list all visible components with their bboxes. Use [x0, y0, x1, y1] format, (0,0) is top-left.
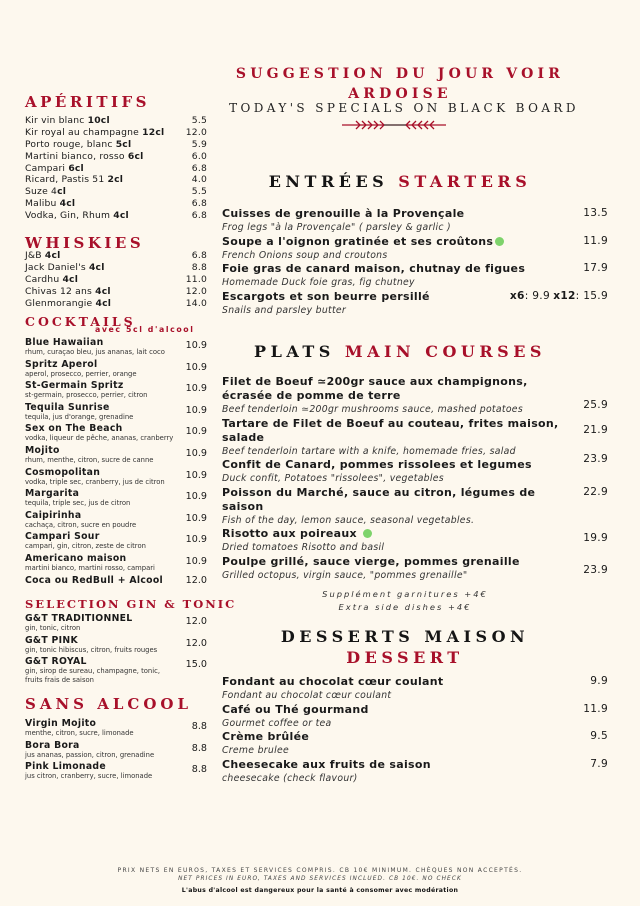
gin-tonic-heading: SELECTION GIN & TONIC: [25, 597, 237, 611]
list-item: [25, 656, 207, 687]
item-price: 9.9: [590, 675, 608, 687]
item-name: Cosmopolitan: [25, 466, 101, 478]
item-name: Tartare de Filet de Boeuf au couteau, frites maison, salade: [222, 416, 559, 444]
desserts-title-fr: DESSERTS MAISON: [280, 627, 530, 646]
item-name-row: [222, 458, 610, 472]
list-item: [25, 423, 207, 445]
vegetarian-icon: [363, 529, 372, 538]
item-price: 9.5: [590, 730, 608, 742]
item-desc: Frog legs "à la Provençale" ( parsley & garlic ): [222, 222, 451, 233]
list-item: [25, 510, 207, 532]
item-name: Escargots et son beurre persillé: [222, 289, 430, 303]
item-desc: gin, sirop de sureau, champagne, tonic,: [25, 667, 161, 676]
item-volume: 12cl: [142, 126, 165, 138]
item-desc: rhum, curaçao bleu, jus ananas, lait coco: [25, 348, 165, 356]
item-price: 7.9: [590, 757, 608, 770]
item-desc: Gourmet coffee or tea: [222, 717, 332, 729]
supplement-fr: Supplément garnitures +4€: [322, 589, 488, 599]
item-name: Pink Limonade: [25, 761, 106, 773]
item-price: 6.0: [191, 150, 207, 162]
menu-item: [222, 703, 610, 731]
item-name: G&T PINK: [25, 634, 78, 646]
item-name-row: [222, 730, 610, 744]
menu-item: [222, 527, 610, 555]
item-price: 12.0: [185, 285, 207, 297]
whiskies-heading: WHISKIES: [25, 234, 145, 252]
item-price: 5.5: [191, 186, 207, 198]
list-item: [25, 531, 207, 553]
item-price: 11.9: [583, 234, 608, 247]
sans-alcool-list: [25, 718, 207, 783]
menu-item: [222, 675, 610, 703]
gin-tonic-list: [25, 613, 207, 687]
item-volume: 4cl: [113, 210, 129, 222]
starter-item: [222, 207, 610, 235]
cocktails-heading: COCKTAILS: [25, 314, 136, 329]
item-price: 14.0: [185, 297, 207, 309]
item-desc: Snails and parsley butter: [222, 304, 347, 316]
item-name: [25, 262, 105, 274]
item-name: [25, 127, 164, 139]
desserts-heading: [222, 626, 588, 668]
item-desc: gin, tonic, citron: [25, 624, 81, 632]
item-price: 19.9: [583, 532, 608, 544]
item-desc: Dried tomatoes Risotto and basil: [222, 542, 385, 553]
item-label: Glenmorangie: [25, 297, 96, 309]
footer-prices-fr: PRIX NETS EN EUROS, TAXES ET SERVICES COMPRIS. CB 10€ MINIMUM. CHÈQUES NON ACCEPTÉS.: [117, 867, 523, 874]
supplement-en: Extra side dishes +4€: [338, 601, 472, 612]
list-item: [25, 402, 207, 424]
list-item: [25, 250, 207, 262]
item-desc: vodka, liqueur de pêche, ananas, cranberry: [25, 434, 174, 443]
item-price: 21.9: [583, 423, 608, 436]
item-desc: menthe, citron, sucre, limonade: [25, 729, 134, 737]
item-desc: cheesecake (check flavour): [222, 772, 358, 784]
qty-price: : 15.9: [575, 289, 608, 302]
item-desc: jus ananas, passion, citron, grenadine: [25, 750, 155, 759]
menu-item: [222, 758, 610, 786]
item-price: 10.9: [185, 383, 207, 395]
specials-subtitle: TODAY'S SPECIALS ON BLACK BOARD: [229, 101, 579, 115]
list-item: [25, 467, 207, 489]
item-name: Foie gras de canard maison, chutnay de figues: [222, 262, 526, 275]
list-item: [25, 286, 207, 298]
item-label: Vodka, Gin, Rhum: [25, 210, 114, 222]
item-price: 12.0: [185, 126, 207, 138]
item-desc: tequila, triple sec, jus de citron: [25, 499, 131, 508]
list-item: [25, 151, 207, 163]
item-price: 22.9: [583, 485, 608, 498]
item-desc: Fish of the day, lemon sauce, seasonal vegetables.: [222, 514, 475, 526]
item-name: Mojito: [25, 444, 60, 456]
list-item: [25, 163, 207, 175]
item-volume: 5cl: [115, 138, 132, 150]
item-name: Sex on The Beach: [25, 423, 123, 435]
item-name: Blue Hawaiian: [25, 337, 104, 348]
item-price: 10.9: [185, 512, 207, 524]
list-item: [25, 262, 207, 274]
list-item: [25, 115, 207, 127]
list-item: [25, 761, 207, 783]
item-volume: 6cl: [127, 150, 144, 162]
item-name: [25, 210, 129, 222]
list-item: [25, 198, 207, 210]
item-name: Poisson du Marché, sauce au citron, légumes de saison: [222, 485, 536, 513]
mains-title-en: MAIN COURSES: [344, 342, 546, 361]
item-desc: Beef tenderloin ≃200gr mushrooms sauce, mashed potatoes: [222, 404, 523, 415]
item-desc: martini bianco, martini rosso, campari: [25, 563, 155, 572]
item-name: Virgin Mojito: [25, 718, 97, 729]
sans-alcool-heading: SANS ALCOOL: [25, 695, 193, 713]
qty-label: x6: [509, 289, 525, 302]
item-desc: French Onions soup and croutons: [222, 249, 388, 261]
starters-list: [222, 207, 610, 317]
starter-item: [222, 262, 610, 290]
item-price: 17.9: [583, 262, 608, 274]
item-name: Tequila Sunrise: [25, 401, 110, 413]
mains-title-fr: PLATS: [254, 342, 335, 361]
list-item: [25, 575, 207, 597]
item-name: [25, 186, 66, 198]
list-item: [25, 210, 207, 222]
item-label: Jack Daniel's: [25, 261, 89, 273]
item-name: [25, 274, 78, 286]
item-name: [25, 174, 123, 186]
item-label: Martini bianco, rosso: [25, 150, 128, 162]
list-item: [25, 488, 207, 510]
menu-item: [222, 555, 610, 583]
list-item: [25, 186, 207, 198]
item-price: 6.8: [191, 162, 207, 174]
list-item: [25, 298, 207, 310]
item-price: 10.9: [185, 361, 207, 373]
menu-item: [222, 417, 610, 459]
item-price: 12.0: [185, 616, 207, 627]
item-desc: campari, gin, citron, zeste de citron: [25, 542, 146, 551]
item-price: 10.9: [185, 404, 207, 416]
item-price: 8.8: [191, 721, 207, 732]
item-desc: rhum, menthe, citron, sucre de canne: [25, 455, 154, 464]
menu-item: [222, 730, 610, 758]
item-name: Cuisses de grenouille à la Provençale: [222, 207, 465, 220]
list-item: [25, 553, 207, 575]
item-volume: 4cl: [44, 250, 61, 261]
cocktails-list: [25, 337, 207, 596]
item-desc: Fondant au chocolat cœur coulant: [222, 690, 392, 701]
item-volume: 4cl: [62, 273, 79, 285]
aperitifs-heading: APÉRITIFS: [25, 93, 150, 111]
item-name: Bora Bora: [25, 739, 80, 751]
starter-item: [222, 235, 610, 263]
item-desc: gin, tonic hibiscus, citron, fruits rouges: [25, 645, 158, 654]
item-label: Kir royal au champagne: [25, 126, 143, 138]
item-name: [25, 298, 111, 310]
list-item: [25, 718, 207, 740]
item-name-row: [222, 375, 610, 403]
item-price: 6.8: [191, 250, 207, 261]
item-price: 10.9: [185, 491, 207, 503]
item-price: 10.9: [185, 447, 207, 459]
item-volume: 6cl: [68, 162, 84, 174]
item-name: Risotto aux poireaux: [222, 527, 361, 540]
item-name: [25, 139, 131, 151]
list-item: [25, 127, 207, 139]
item-price: 12.0: [185, 637, 207, 649]
item-name-row: [222, 486, 610, 514]
item-name: Coca ou RedBull + Alcool: [25, 574, 163, 586]
item-volume: 4cl: [88, 261, 105, 273]
list-item: [25, 139, 207, 151]
item-desc: cachaça, citron, sucre en poudre: [25, 520, 137, 529]
item-name-row: [222, 675, 610, 689]
item-price: 10.9: [185, 469, 207, 481]
item-volume: 4cl: [95, 285, 111, 297]
menu-item: [222, 453, 610, 486]
starters-heading: [222, 172, 578, 191]
cocktails-subtitle: avec 5cl d'alcool: [95, 325, 195, 334]
item-name: Caipirinha: [25, 509, 82, 521]
item-price: 8.8: [191, 742, 207, 754]
item-price: 15.0: [185, 659, 207, 671]
list-item: [25, 174, 207, 186]
item-desc-2: fruits frais de saison: [25, 676, 94, 685]
desserts-list: [222, 675, 610, 785]
list-item: [25, 613, 207, 635]
item-price: 11.9: [583, 702, 608, 715]
item-desc: st-germain, prosecco, perrier, citron: [25, 391, 148, 400]
item-label: Suze 4: [25, 186, 58, 198]
item-name: Confit de Canard, pommes rissolees et legumes: [222, 458, 532, 471]
specials-title: [222, 64, 578, 104]
item-price: 11.0: [185, 273, 207, 285]
item-price: 23.9: [583, 563, 608, 576]
list-item: [25, 359, 207, 381]
footer-alcohol-warning: L'abus d'alcool est dangereux pour la santé à consomer avec modération: [181, 887, 459, 894]
item-desc: aperol, prosecco, perrier, orange: [25, 369, 137, 378]
item-name: Spritz Aperol: [25, 358, 98, 370]
specials-line1: SUGGESTION DU JOUR VOIR: [235, 66, 565, 82]
item-price: 10.9: [185, 555, 207, 567]
item-desc: Grilled octopus, virgin sauce, "pommes grenaille": [222, 569, 468, 581]
item-desc: tequila, jus d'orange, grenadine: [25, 412, 134, 421]
item-name: [25, 151, 143, 163]
list-item: [25, 740, 207, 762]
price-x12: [553, 290, 608, 302]
qty-price: : 9.9: [524, 289, 550, 302]
item-label: Malibu: [25, 198, 60, 210]
item-name-row: [222, 417, 610, 445]
item-label: J&B: [25, 250, 45, 261]
item-volume: 10cl: [87, 115, 110, 126]
item-name: Café ou Thé gourmand: [222, 702, 369, 716]
item-desc: Homemade Duck foie gras, fig chutney: [222, 277, 415, 288]
item-price: 12.0: [185, 574, 207, 586]
item-price: 25.9: [583, 399, 608, 411]
item-price: 8.8: [191, 261, 207, 273]
menu-item: [222, 486, 610, 528]
item-name: Crème brûlée: [222, 730, 310, 743]
item-price: 10.9: [185, 426, 207, 438]
item-volume: cl: [57, 186, 67, 198]
specials-line2: ARDOISE: [348, 86, 452, 102]
list-item: [25, 274, 207, 286]
item-price: 10.9: [185, 534, 207, 546]
item-name-row: [222, 758, 610, 772]
desserts-title-en: DESSERT: [346, 648, 464, 667]
item-desc: Duck confit, Potatoes "rissolees", vegetables: [222, 473, 444, 484]
item-desc: vodka, triple sec, cranberry, jus de citron: [25, 477, 165, 486]
aperitifs-list: [25, 115, 207, 222]
item-volume: 4cl: [59, 198, 76, 210]
item-label: Porto rouge, blanc: [25, 138, 116, 150]
item-name: G&T ROYAL: [25, 656, 87, 668]
list-item: [25, 635, 207, 657]
starter-item: [222, 290, 610, 318]
item-name: [25, 115, 110, 127]
item-name: [25, 250, 61, 262]
whiskies-list: [25, 250, 207, 309]
ornament-divider-icon: [342, 119, 446, 131]
vegetarian-icon: [495, 237, 504, 246]
item-desc: Beef tenderloin tartare with a knife, homemade fries, salad: [222, 445, 516, 457]
item-price: 8.8: [191, 764, 207, 776]
item-price: 13.5: [583, 207, 608, 219]
item-price: 6.8: [191, 210, 207, 222]
item-name: [25, 163, 84, 175]
item-price: 5.5: [191, 115, 207, 126]
mains-heading: [222, 342, 578, 361]
item-label: Chivas 12 ans: [25, 285, 96, 297]
item-name: G&T TRADITIONNEL: [25, 613, 133, 624]
item-name: Cheesecake aux fruits de saison: [222, 757, 431, 771]
item-price: 5.9: [191, 138, 207, 150]
item-label: Cardhu: [25, 273, 63, 285]
menu-item: [222, 375, 610, 417]
starters-title-en: STARTERS: [398, 172, 532, 191]
item-name: Fondant au chocolat cœur coulant: [222, 675, 444, 688]
starters-title-fr: ENTRÉES: [268, 172, 389, 191]
item-name-row: [222, 555, 610, 569]
item-name: Margarita: [25, 488, 80, 500]
item-volume: 4cl: [95, 297, 112, 309]
item-name: Americano maison: [25, 552, 127, 564]
item-name: [25, 286, 111, 298]
item-name: Filet de Boeuf ≃200gr sauce aux champignons, écrasée de pomme de terre: [222, 375, 528, 402]
item-name: Poulpe grillé, sauce vierge, pommes grenaille: [222, 554, 520, 568]
item-desc: jus citron, cranberry, sucre, limonade: [25, 772, 153, 781]
price-x6: [510, 290, 550, 302]
item-name: [25, 198, 75, 210]
item-name: Campari Sour: [25, 531, 100, 543]
item-volume: 2cl: [107, 174, 124, 186]
item-name: St-Germain Spritz: [25, 380, 124, 392]
item-name-row: [222, 703, 610, 717]
item-name: Soupe a l'oignon gratinée et ses croûtons: [222, 234, 494, 248]
item-label: Campari: [25, 162, 69, 174]
supplement-note: [222, 588, 588, 613]
item-price: 4.0: [191, 174, 207, 186]
item-price: 10.9: [185, 340, 207, 351]
item-desc: Creme brulee: [222, 745, 290, 756]
item-price: 23.9: [583, 453, 608, 465]
qty-label: x12: [553, 289, 576, 302]
item-price: 6.8: [191, 198, 207, 210]
item-label: Ricard, Pastis 51: [25, 174, 108, 186]
list-item: [25, 337, 207, 359]
list-item: [25, 445, 207, 467]
footer-prices-en: NET PRICES IN EURO, TAXES AND SERVICES INCLUED. CB 10€. NO CHECK: [178, 876, 462, 882]
list-item: [25, 380, 207, 402]
item-label: Kir vin blanc: [25, 115, 88, 126]
item-name-row: [222, 527, 610, 541]
mains-list: [222, 375, 610, 582]
